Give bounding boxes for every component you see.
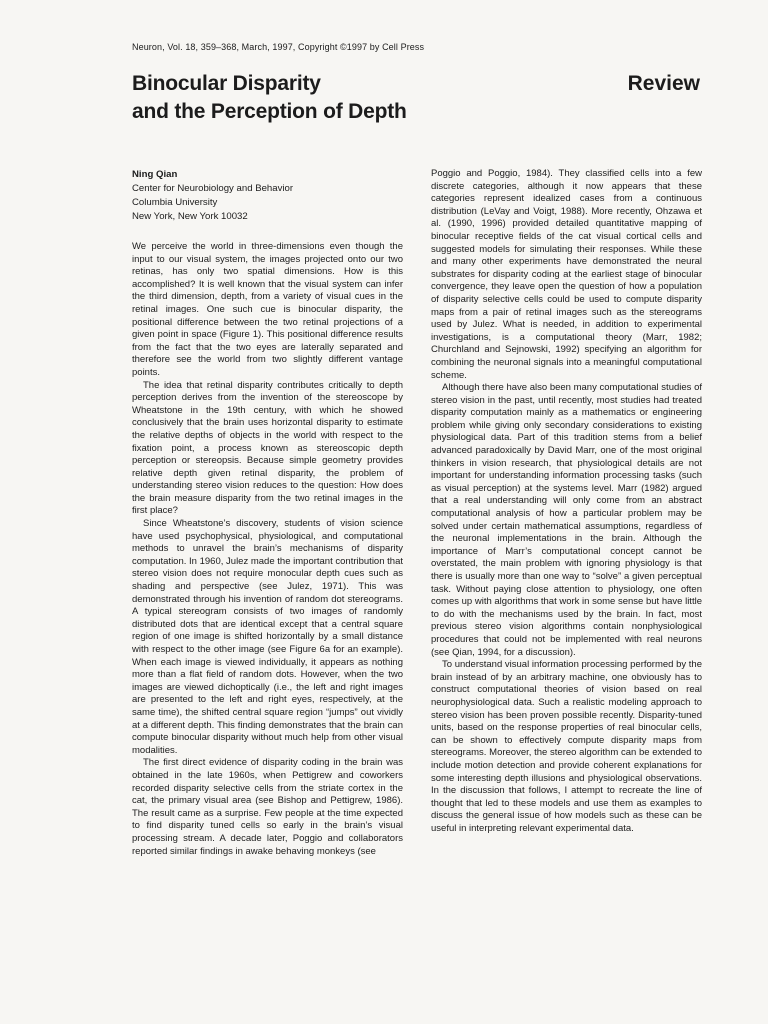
journal-citation: Neuron, Vol. 18, 359–368, March, 1997, Copyright ©1997 by Cell Press [132,42,425,52]
title-line-1: Binocular Disparity [132,72,321,95]
paragraph: To understand visual information processing performed by the brain instead of by an arbitrary machine, one obviously has to construct computational theories of vision based on real neurophysiological data. Such a realistic modeling approach to stereo vision has been proven possible recently. Disparity-tuned units, based on the response properties of real binocular cells, can be shown to effectively compute disparity maps from stereograms. Moreover, the stereo algorithm can be extended to include motion detection and provide coherent explanations for some interesting depth illusions and physiological observations. In the discussion that follows, I attempt to recreate the line of thought that led to these models and use them as examples to discuss the general issue of how models such as these can be useful in interpreting relevant experimental data. [431,659,702,834]
author-name: Ning Qian [132,169,178,180]
left-column [132,241,403,858]
paragraph: Poggio and Poggio, 1984). They classified cells into a few discrete categories, although it now appears that these categories represent idealized cases from a continuous distribution (LeVay and Voigt, 1988). More recently, Ohzawa et al. (1990, 1996) provided detailed quantitative mapping of binocular receptive fields of the cat visual cortical cells and suggested models for simulating their responses. While these and many other experiments have demonstrated the neural substrates for disparity coding at the earliest stage of binocular convergence, they leave open the question of how a population of disparity selective cells could be used to compute disparity maps from a pair of retinal images such as the stereograms used by Julez. What is needed, in addition to experimental investigations, is a computational theory (Marr, 1982; Churchland and Sejnowski, 1992) specifying an algorithm for combining the neuronal signals into a meaningful computational scheme. [431,168,702,381]
paragraph: The first direct evidence of disparity coding in the brain was obtained in the late 1960s, when Pettigrew and coworkers recorded disparity selective cells from the striate cortex in the cat, the primary visual area (see Bishop and Pettigrew, 1986). The result came as a surprise. Few people at the time expected to find disparity tuned cells so early in the brain’s visual processing stream. A decade later, Poggio and collaborators reported similar findings in awake behaving monkeys (see [132,757,403,857]
author-institution: Columbia University [132,197,218,208]
author-affiliation: Center for Neurobiology and Behavior [132,183,294,194]
paragraph: The idea that retinal disparity contributes critically to depth perception derives from the invention of the stereoscope by Wheatstone in the 19th century, with which he showed conclusively that the brain uses horizontal disparity to estimate the relative depths of objects in the world with respect to the fixation point, a process known as stereoscopic depth perception or stereopsis. Because simple geometry provides relative depth given retinal disparity, the problem of understanding stereo vision reduces to the question: How does the brain measure disparity from the two retinal images in the first place? [132,379,403,517]
article-type-label: Review [627,72,700,95]
author-block [132,168,293,224]
paragraph: We perceive the world in three-dimensions even though the input to our visual system, the images projected onto our two retinas, has only two spatial dimensions. How is this accomplished? It is well known that the visual system can infer the third dimension, depth, from a variety of visual cues in the retinal images. One such cue is binocular disparity, the positional difference between the two retinal projections of a given point in space (Figure 1). This positional difference results from the fact that the two eyes are laterally separated and therefore see the world from two slightly different vantage points. [132,241,403,378]
author-address: New York, New York 10032 [132,211,248,222]
article-title [132,70,407,126]
paragraph: Since Wheatstone’s discovery, students of vision science have used psychophysical, physiological, and computational methods to unravel the brain’s mechanisms of disparity computation. In 1960, Julez made the important contribution that stereo vision does not require monocular depth cues such as shading and perspective (see Julez, 1971). This was demonstrated through his invention of random dot stereograms. A typical stereogram consists of two images of randomly distributed dots that are identical except that a central square region of one image is shifted horizontally by a small distance with respect to the other image (see Figure 6a for an example). When each image is viewed individually, it appears as nothing more than a flat field of random dots. However, when the two images are viewed dichoptically (i.e., the left and right images are presented to the left and right eyes, respectively, at the same time), the shifted central square region “jumps” out vividly at a different depth. This finding demonstrates that the brain can compute binocular disparity without much help from other visual modalities. [132,518,403,756]
right-column [431,168,702,835]
paragraph: Although there have also been many computational studies of stereo vision in the past, until recently, most studies had treated disparity computation mainly as a mathematics or engineering problem while giving only secondary considerations to existing physiological data. Part of this tradition stems from a belief advanced paradoxically by David Marr, one of the most original thinkers in vision research, that physiological details are not important for understanding information processing tasks (such as visual perception) at the systems level. Marr (1982) argued that a real understanding will only come from an abstract computational analysis of how a particular problem may be solved under certain mathematical assumptions, regardless of the neuronal implementations in the brain. Although the importance of Marr’s computational concept cannot be overstated, the main problem with ignoring physiology is that there is usually more than one way to “solve” a given perceptual task. Without paying close attention to physiology, one often comes up with algorithms that work in some sense but have little to do with the mechanisms used by the brain. In fact, most previous stereo vision algorithms contain nonphysiological procedures that could not be implemented with real neurons (see Qian, 1994, for a discussion). [431,382,702,658]
title-line-2: and the Perception of Depth [132,100,407,123]
